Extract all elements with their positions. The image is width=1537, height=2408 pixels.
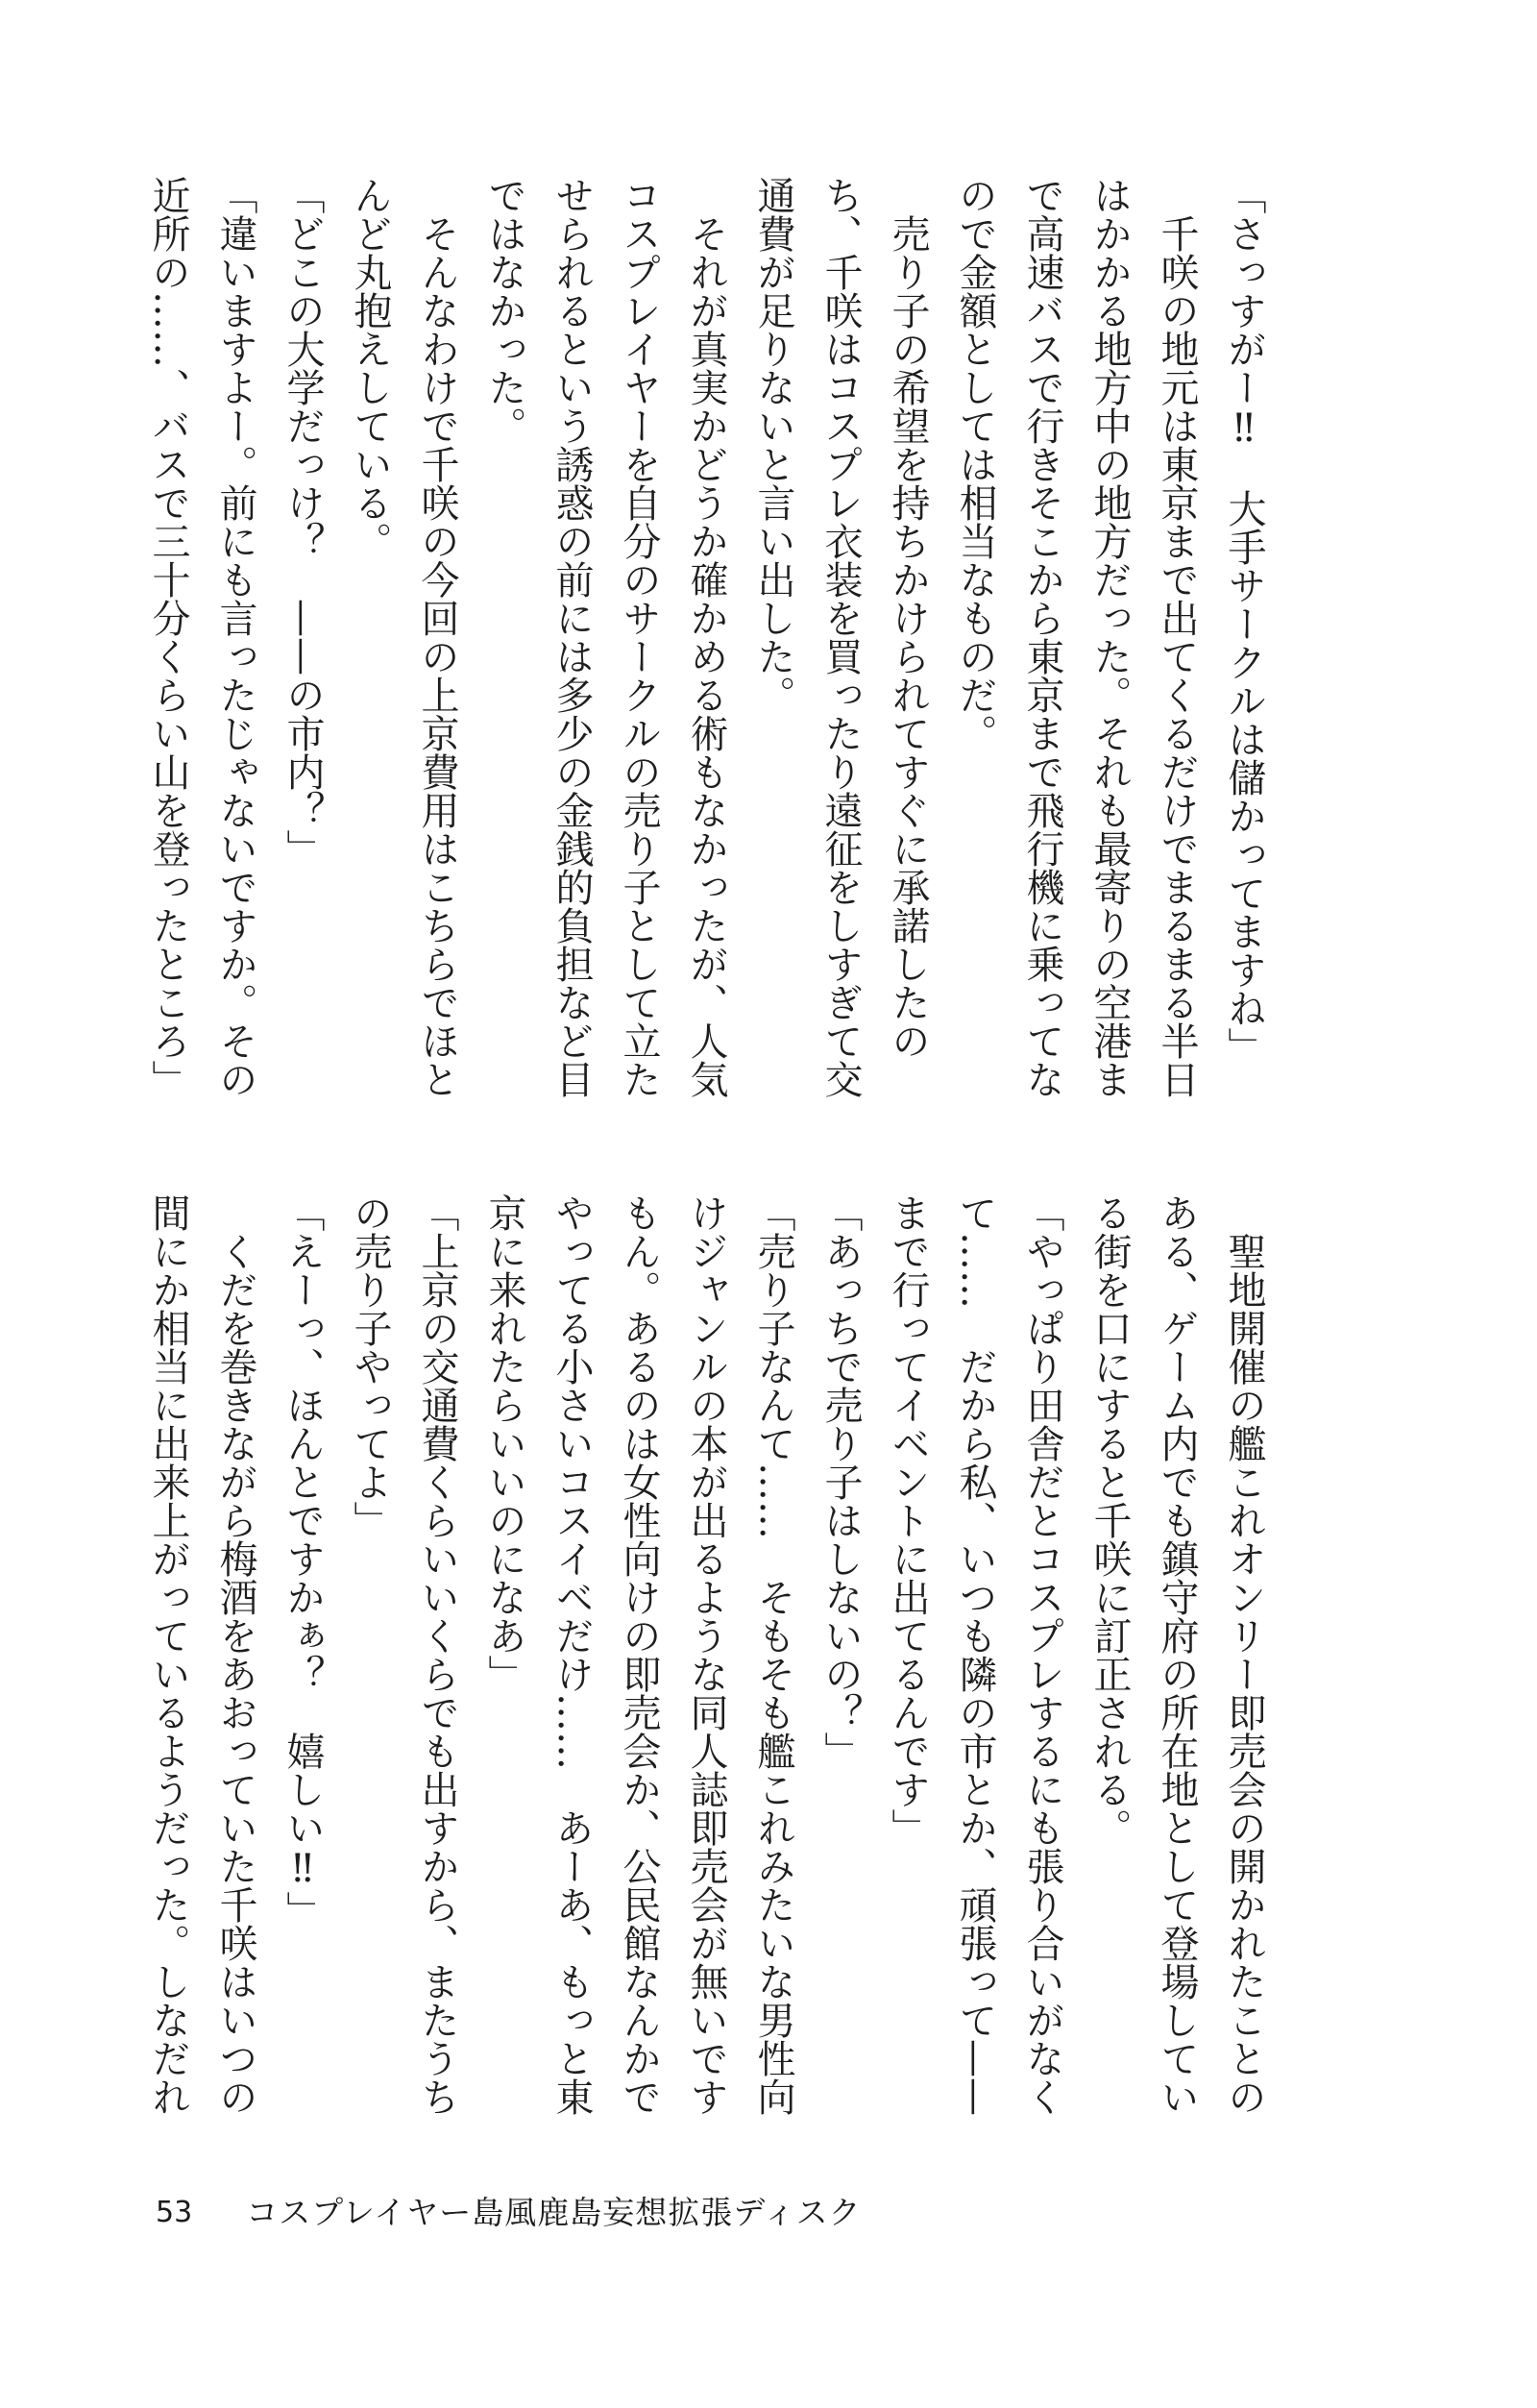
text-line: ある、ゲーム内でも鎮守府の所在地として登場してい (1155, 1193, 1199, 2116)
text-line: の売り子やってよ」 (348, 1193, 392, 1539)
text-line: 「どこの大学だっけ？ ——の市内？」 (281, 176, 325, 868)
text-line: 「さっすがー‼ 大手サークルは儲かってますね」 (1222, 176, 1266, 1066)
text-line: 「あっちで売り子はしないの？」 (818, 1193, 863, 1770)
text-line: で高速バスで行きそこから東京まで飛行機に乗ってな (1020, 176, 1064, 1098)
text-line: はかかる地方中の地方だった。それも最寄りの空港ま (1087, 176, 1132, 1098)
text-line: て…… だから私、いつも隣の市とか、頑張って—— (953, 1193, 997, 2116)
text-line: 「えーっ、ほんとですかぁ？ 嬉しい‼」 (281, 1193, 325, 1929)
text-line: ではなかった。 (482, 176, 526, 445)
text-line: る街を口にすると千咲に訂正される。 (1087, 1193, 1132, 1847)
text-line: 「やっぱり田舎だとコスプレするにも張り合いがなく (1020, 1193, 1064, 2116)
text-line: ので金額としては相当なものだ。 (953, 176, 997, 752)
page-footer (156, 2193, 862, 2233)
text-line: せられるという誘惑の前には多少の金銭的負担など目 (549, 176, 594, 1098)
text-line: そんなわけで千咲の今回の上京費用はこちらでほと (415, 176, 459, 1098)
text-line: 「違いますよー。前にも言ったじゃないですか。その (213, 176, 257, 1098)
text-line: 近所の……、バスで三十分くらい山を登ったところ」 (146, 176, 190, 1098)
text-line: それが真実かどうか確かめる術もなかったが、人気 (684, 176, 728, 1098)
text-line: くだを巻きながら梅酒をあおっていた千咲はいつの (213, 1193, 257, 2116)
text-line: 千咲の地元は東京まで出てくるだけでまるまる半日 (1155, 176, 1199, 1098)
text-line: けジャンルの本が出るような同人誌即売会が無いです (684, 1193, 728, 2116)
text-line: コスプレイヤーを自分のサークルの売り子として立た (617, 176, 661, 1098)
text-block-bottom (134, 1193, 1278, 2116)
text-line: ち、千咲はコスプレ衣装を買ったり遠征をしすぎて交 (818, 176, 863, 1098)
page-number: 53 (156, 2196, 193, 2229)
text-line: んど丸抱えしている。 (348, 176, 392, 560)
text-line: 間にか相当に出来上がっているようだった。しなだれ (146, 1193, 190, 2116)
text-line: やってる小さいコスイベだけ…… あーあ、もっと東 (549, 1193, 594, 2116)
text-line: 売り子の希望を持ちかけられてすぐに承諾したの (886, 176, 930, 1060)
text-line: 聖地開催の艦これオンリー即売会の開かれたことの (1222, 1193, 1266, 2116)
text-line: 京に来れたらいいのになあ」 (482, 1193, 526, 1693)
text-line: 通費が足りないと言い出した。 (751, 176, 795, 714)
text-block-top (134, 176, 1278, 1098)
text-line: 「上京の交通費くらいいくらでも出すから、またうち (415, 1193, 459, 2116)
text-line: もん。あるのは女性向けの即売会か、公民館なんかで (617, 1193, 661, 2116)
text-line: まで行ってイベントに出てるんです」 (886, 1193, 930, 1847)
text-line: 「売り子なんて…… そもそも艦これみたいな男性向 (751, 1193, 795, 2116)
running-title: コスプレイヤー島風鹿島妄想拡張ディスク (246, 2194, 862, 2231)
